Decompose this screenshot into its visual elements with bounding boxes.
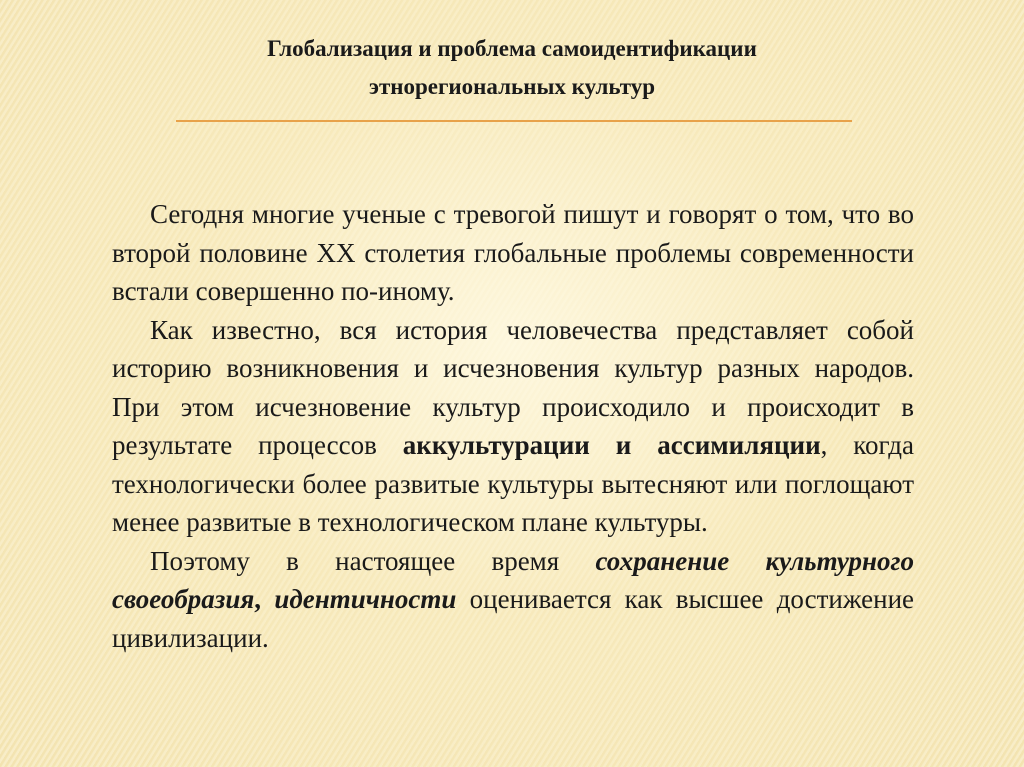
title-underline-divider: [176, 120, 852, 122]
paragraph-3: [112, 542, 914, 658]
paragraph-2: [112, 311, 914, 542]
paragraph-2-text-after: , когда технологически более развитые культуры вытесняют или поглощают менее развитые в технологическом плане культуры.: [112, 430, 915, 537]
slide-title: [150, 30, 874, 106]
paragraph-3-comma: ,: [254, 584, 275, 614]
slide-title-line-1: Глобализация и проблема самоидентификации: [267, 36, 757, 61]
paragraph-3-text-before: Поэтому в настоящее время: [150, 545, 596, 576]
paragraph-2-text-before: Как известно, вся история человечества представляет собой историю возникновения и исчезновения культур разных народов. При этом исчезновение культур происходило и происходит в результате процессов: [112, 314, 914, 460]
paragraph-1: [112, 195, 914, 311]
paragraph-3-bold-italic-term-1: сохранение культурного своеобразия: [112, 545, 914, 614]
paragraph-2-bold-term: аккультурации и ассимиляции: [402, 430, 821, 460]
slide-body-text: [112, 195, 914, 657]
paragraph-3-bold-italic-term-2: идентичности: [274, 584, 457, 614]
paragraph-3-text-after: оценивается как высшее достижение цивилизации.: [112, 584, 915, 653]
paragraph-1-text: Сегодня многие ученые с тревогой пишут и говорят о том, что во второй половине XX столетия глобальные проблемы современности встали совершенно по-иному.: [112, 199, 914, 306]
slide-title-line-2: этнорегиональных культур: [369, 74, 655, 99]
